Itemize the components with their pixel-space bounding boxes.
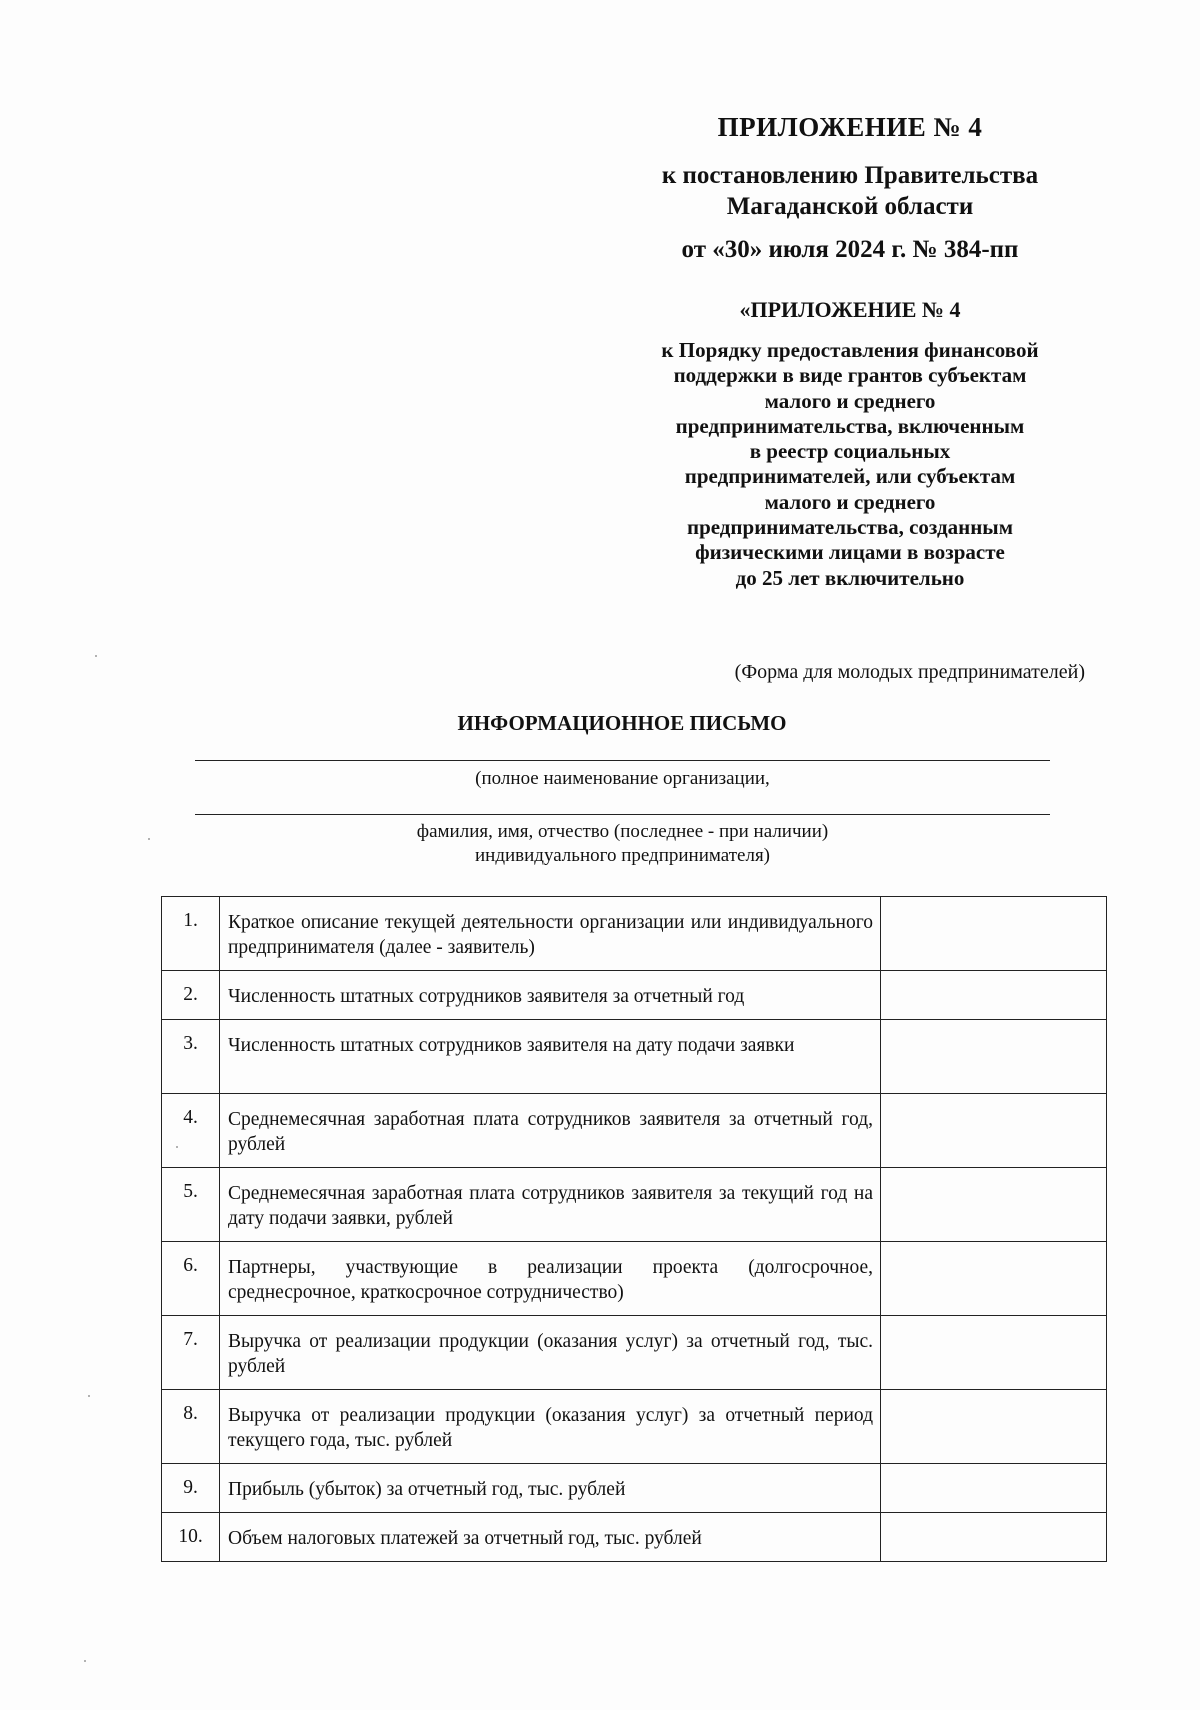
table-row xyxy=(162,971,1107,1020)
row-description: Численность штатных сотрудников заявителя за отчетный год xyxy=(220,971,881,1020)
row-description: Партнеры, участвующие в реализации проекта (долгосрочное, среднесрочное, краткосрочное сотрудничество) xyxy=(220,1242,881,1316)
row-number: 4. xyxy=(162,1094,220,1168)
row-value-field[interactable] xyxy=(881,1168,1107,1242)
row-number: 9. xyxy=(162,1464,220,1513)
row-number: 2. xyxy=(162,971,220,1020)
table-row xyxy=(162,1020,1107,1094)
row-value-field[interactable] xyxy=(881,1242,1107,1316)
table-row xyxy=(162,1513,1107,1562)
row-value-field[interactable] xyxy=(881,1464,1107,1513)
table-row xyxy=(162,1094,1107,1168)
table-row xyxy=(162,897,1107,971)
letter-title: ИНФОРМАЦИОННОЕ ПИСЬМО xyxy=(457,711,787,735)
appendix-resolution-date: от «30» июля 2024 г. № 384-пп xyxy=(681,236,1019,263)
row-description: Среднемесячная заработная плата сотрудников заявителя за отчетный год, рублей xyxy=(220,1094,881,1168)
scan-speck xyxy=(88,1395,90,1397)
row-description: Краткое описание текущей деятельности организации или индивидуального предпринимателя (далее - заявитель) xyxy=(220,897,881,971)
row-description: Выручка от реализации продукции (оказания услуг) за отчетный год, тыс. рублей xyxy=(220,1316,881,1390)
scan-speck xyxy=(84,1660,86,1662)
appendix-title: ПРИЛОЖЕНИЕ № 4 xyxy=(717,112,983,142)
organization-name-caption: (полное наименование организации, xyxy=(475,768,770,789)
row-description: Объем налоговых платежей за отчетный год, тыс. рублей xyxy=(220,1513,881,1562)
scan-speck xyxy=(176,1146,178,1148)
row-number: 8. xyxy=(162,1390,220,1464)
form-note: (Форма для молодых предпринимателей) xyxy=(734,661,1085,683)
row-description: Прибыль (убыток) за отчетный год, тыс. рублей xyxy=(220,1464,881,1513)
row-value-field[interactable] xyxy=(881,1094,1107,1168)
order-appendix-text: к Порядку предоставления финансовой поддержки в виде грантов субъектам малого и среднего предпринимательства, включенным в реестр социальных предпринимателей, или субъектам малого и среднего предпринимательства, созданным физическими лицами в возрасте до 25 лет включительно xyxy=(661,338,1039,590)
organization-name-line[interactable] xyxy=(195,760,1050,761)
table-row xyxy=(162,1464,1107,1513)
row-value-field[interactable] xyxy=(881,1020,1107,1094)
row-description: Численность штатных сотрудников заявителя на дату подачи заявки xyxy=(220,1020,881,1094)
row-value-field[interactable] xyxy=(881,1316,1107,1390)
row-value-field[interactable] xyxy=(881,1513,1107,1562)
scan-speck xyxy=(95,655,97,657)
table-row xyxy=(162,1168,1107,1242)
row-number: 5. xyxy=(162,1168,220,1242)
row-description: Среднемесячная заработная плата сотрудников заявителя за текущий год на дату подачи заявки, рублей xyxy=(220,1168,881,1242)
row-value-field[interactable] xyxy=(881,897,1107,971)
row-number: 1. xyxy=(162,897,220,971)
row-value-field[interactable] xyxy=(881,971,1107,1020)
scan-speck xyxy=(148,838,150,840)
table-row xyxy=(162,1390,1107,1464)
row-number: 10. xyxy=(162,1513,220,1562)
appendix-resolution-reference: к постановлению Правительства Магаданской области xyxy=(661,162,1039,220)
order-appendix-title: «ПРИЛОЖЕНИЕ № 4 xyxy=(739,297,961,322)
row-number: 7. xyxy=(162,1316,220,1390)
table-row xyxy=(162,1316,1107,1390)
row-value-field[interactable] xyxy=(881,1390,1107,1464)
row-number: 3. xyxy=(162,1020,220,1094)
information-table xyxy=(161,896,1107,1562)
table-row xyxy=(162,1242,1107,1316)
row-description: Выручка от реализации продукции (оказания услуг) за отчетный период текущего года, тыс. рублей xyxy=(220,1390,881,1464)
row-number: 6. xyxy=(162,1242,220,1316)
entrepreneur-name-line[interactable] xyxy=(195,814,1050,815)
entrepreneur-name-caption: фамилия, имя, отчество (последнее - при наличии) индивидуального предпринимателя) xyxy=(416,821,829,866)
